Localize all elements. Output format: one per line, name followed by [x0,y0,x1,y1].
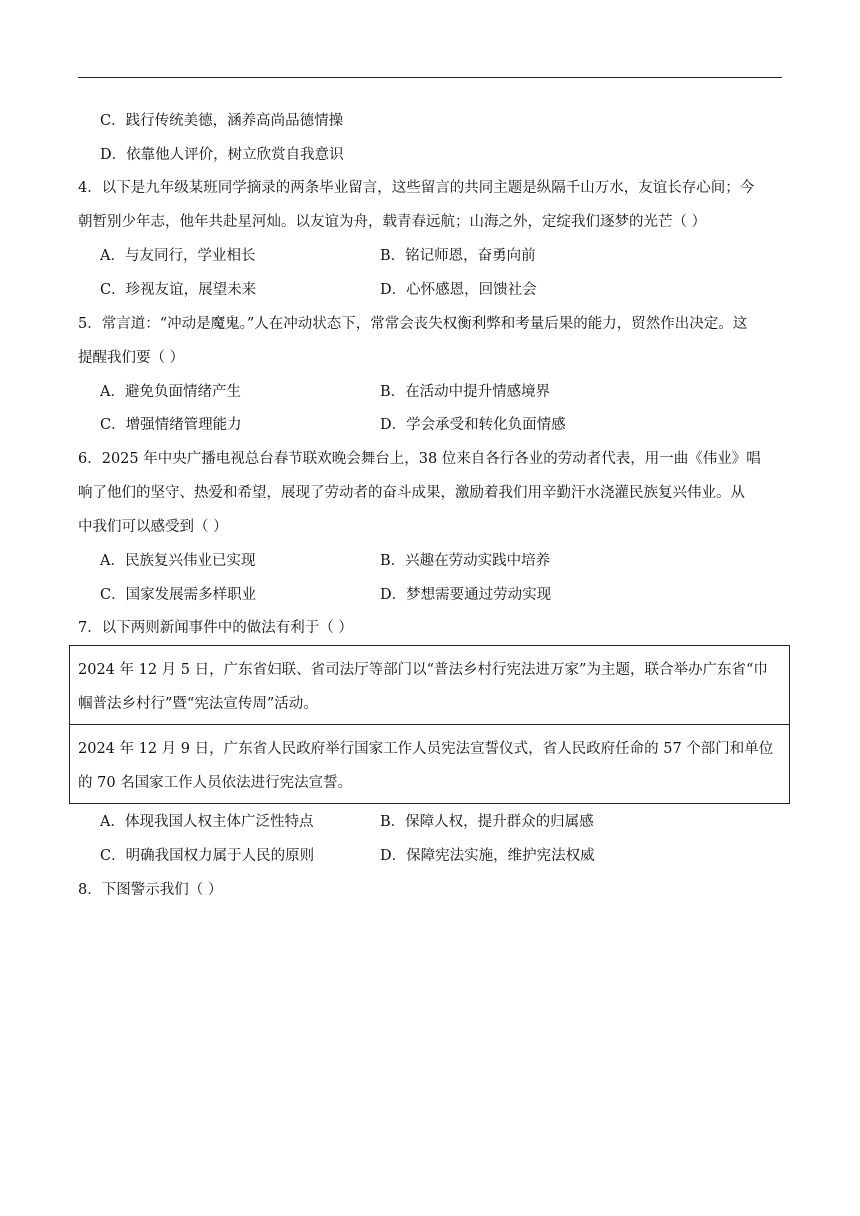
q6-option-d[interactable]: D．梦想需要通过劳动实现 [380,587,552,603]
news-box-2 [69,724,790,804]
news1-line1: 2024 年 12 月 5 日，广东省妇联、省司法厅等部门以“普法乡村行宪法进万家”为主题，联合举办广东省“巾 [78,662,768,678]
q7-option-c[interactable]: C．明确我国权力属于人民的原则 [100,848,315,864]
q4-stem-line1: 4．以下是九年级某班同学摘录的两条毕业留言，这些留言的共同主题是纵隔千山万水，友谊长存心间；今 [78,180,755,196]
news2-line1: 2024 年 12 月 9 日，广东省人民政府举行国家工作人员宪法宣誓仪式，省人民政府任命的 57 个部门和单位 [78,741,774,757]
q5-stem-line1: 5．常言道：“冲动是魔鬼。”人在冲动状态下，常常会丧失权衡利弊和考量后果的能力，贸然作出决定。这 [78,316,748,332]
q6-option-b[interactable]: B．兴趣在劳动实践中培养 [380,553,551,569]
news1-line2: 帼普法乡村行”暨“宪法宣传周”活动。 [78,696,318,712]
q5-option-c[interactable]: C．增强情绪管理能力 [100,417,242,433]
q7-stem: 7．以下两则新闻事件中的做法有利于（ ） [78,620,353,636]
q8-stem: 8．下图警示我们（ ） [78,882,223,898]
header-rule [78,77,782,78]
news2-line2: 的 70 名国家工作人员依法进行宪法宣誓。 [78,775,353,791]
q7-option-b[interactable]: B．保障人权，提升群众的归属感 [380,814,594,830]
q3-option-d[interactable]: D．依靠他人评价，树立欣赏自我意识 [100,147,344,163]
q5-option-b[interactable]: B．在活动中提升情感境界 [380,384,551,400]
q5-option-d[interactable]: D．学会承受和转化负面情感 [380,417,566,433]
q4-stem-line2: 朝暂别少年志，他年共赴星河灿。以友谊为舟，载青春远航；山海之外，定绽我们逐梦的光芒（ ） [78,214,707,230]
news-box-1 [69,645,790,725]
q4-option-c[interactable]: C．珍视友谊，展望未来 [100,282,257,298]
q4-option-d[interactable]: D．心怀感恩，回馈社会 [380,282,537,298]
q6-stem-line1: 6．2025 年中央广播电视总台春节联欢晚会舞台上，38 位来自各行各业的劳动者代表，用一曲《伟业》唱 [78,451,761,467]
q6-option-c[interactable]: C．国家发展需多样职业 [100,587,257,603]
q7-option-d[interactable]: D．保障宪法实施，维护宪法权威 [380,848,595,864]
q6-stem-line3: 中我们可以感受到（ ） [78,519,228,535]
q6-stem-line2: 响了他们的坚守、热爱和希望，展现了劳动者的奋斗成果，激励着我们用辛勤汗水浇灌民族复兴伟业。从 [78,485,745,501]
q5-stem-line2: 提醒我们要（ ） [78,350,185,366]
q3-option-c[interactable]: C．践行传统美德，涵养高尚品德情操 [100,113,344,129]
q4-option-a[interactable]: A．与友同行，学业相长 [100,248,256,264]
q5-option-a[interactable]: A．避免负面情绪产生 [100,384,241,400]
q7-option-a[interactable]: A．体现我国人权主体广泛性特点 [100,814,314,830]
q4-option-b[interactable]: B．铭记师恩，奋勇向前 [380,248,536,264]
q6-option-a[interactable]: A．民族复兴伟业已实现 [100,553,256,569]
